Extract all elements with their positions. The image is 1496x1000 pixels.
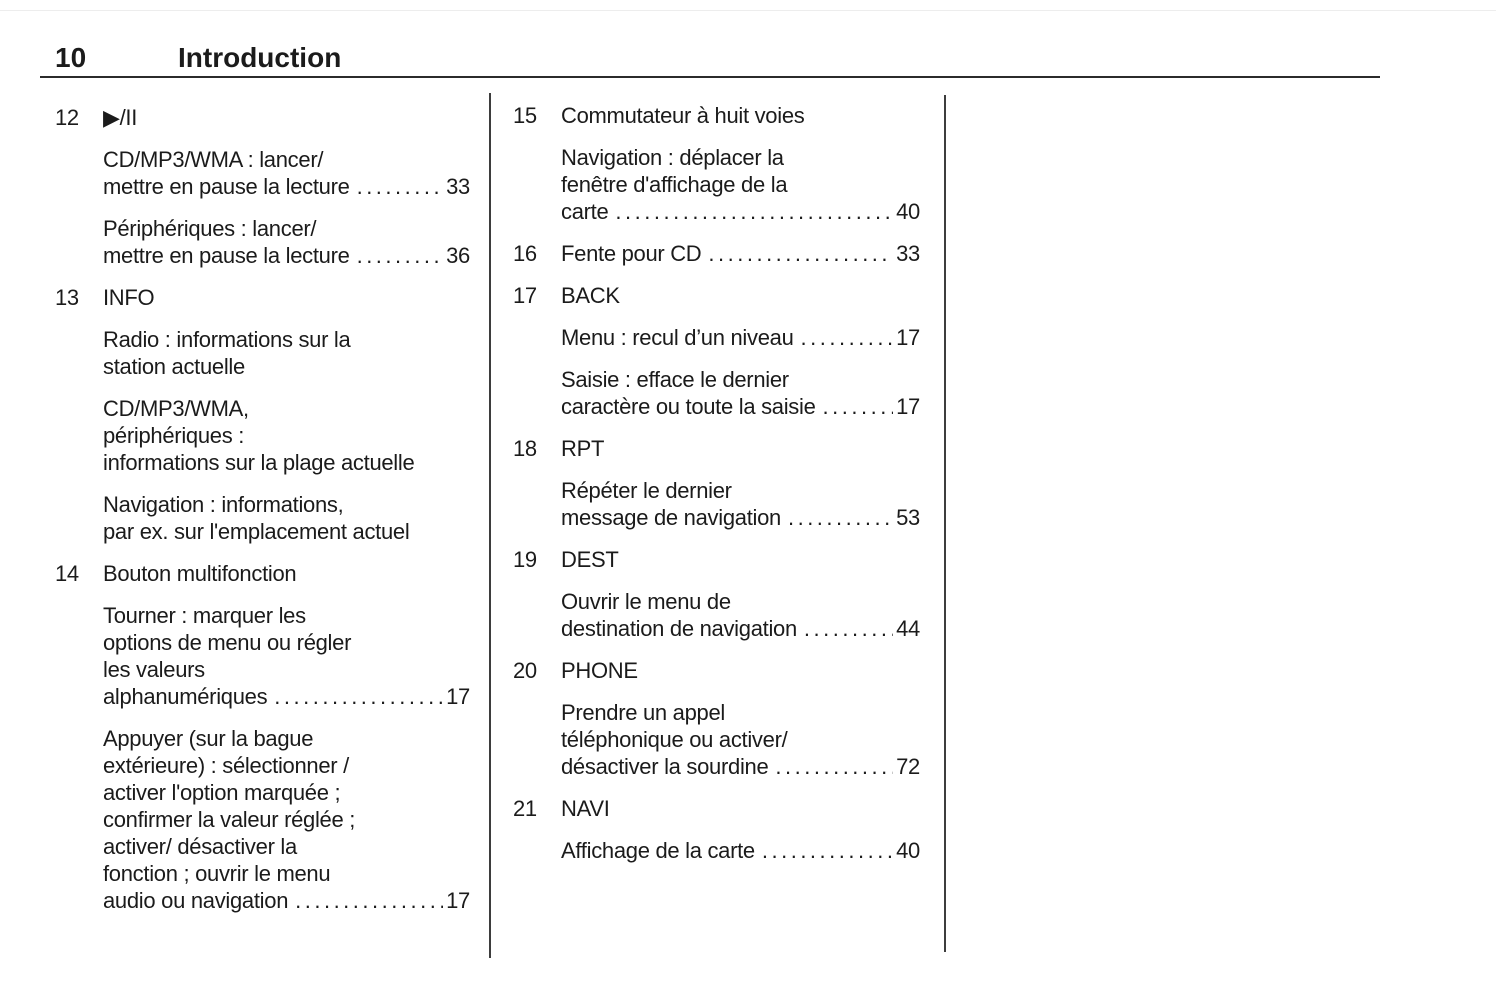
text-line bbox=[561, 615, 920, 642]
text: alphanumériques bbox=[103, 684, 268, 709]
item-title: DEST bbox=[561, 547, 619, 572]
list-item bbox=[513, 657, 920, 780]
item-title: NAVI bbox=[561, 796, 610, 821]
item-head bbox=[513, 546, 920, 573]
dot-leader bbox=[804, 615, 893, 642]
list-item bbox=[55, 104, 470, 269]
text-line bbox=[561, 753, 920, 780]
text-line: Prendre un appel bbox=[561, 700, 725, 725]
item-head bbox=[55, 284, 470, 311]
list-item bbox=[513, 546, 920, 642]
item-title: Commutateur à huit voies bbox=[561, 103, 805, 128]
dot-leader bbox=[788, 504, 893, 531]
paragraph bbox=[55, 395, 470, 476]
page-title: Introduction bbox=[178, 42, 342, 73]
page-reference: 36 bbox=[446, 243, 470, 268]
item-number: 19 bbox=[513, 547, 537, 572]
paragraph bbox=[55, 725, 470, 914]
text: Menu : recul d’un niveau bbox=[561, 325, 794, 350]
page-reference: 17 bbox=[896, 325, 920, 350]
page-reference: 17 bbox=[446, 684, 470, 709]
text-line bbox=[561, 504, 920, 531]
item-title: PHONE bbox=[561, 658, 638, 683]
item-number: 20 bbox=[513, 658, 537, 683]
item-number: 14 bbox=[55, 561, 79, 586]
paragraph bbox=[55, 602, 470, 710]
item-title: INFO bbox=[103, 285, 155, 310]
item-number: 15 bbox=[513, 103, 537, 128]
text: audio ou navigation bbox=[103, 888, 289, 913]
text: Affichage de la carte bbox=[561, 838, 755, 863]
paragraph bbox=[513, 366, 920, 420]
item-title: Bouton multifonction bbox=[103, 561, 297, 586]
right-column bbox=[513, 102, 920, 864]
item-number: 18 bbox=[513, 436, 537, 461]
text-line bbox=[103, 683, 470, 710]
text-line bbox=[561, 198, 920, 225]
page-reference: 33 bbox=[896, 241, 920, 266]
text-line bbox=[103, 242, 470, 269]
page-reference: 40 bbox=[896, 199, 920, 224]
item-number: 13 bbox=[55, 285, 79, 310]
text-line: activer l'option marquée ; bbox=[103, 780, 341, 805]
page-number: 10 bbox=[55, 42, 87, 73]
text-line: confirmer la valeur réglée ; bbox=[103, 807, 356, 832]
item-title: Fente pour CD bbox=[561, 241, 702, 266]
text-line bbox=[103, 173, 470, 200]
text-line: fonction ; ouvrir le menu bbox=[103, 861, 331, 886]
dot-leader bbox=[295, 887, 443, 914]
item-head bbox=[513, 240, 920, 267]
page-reference: 72 bbox=[896, 754, 920, 779]
dot-leader bbox=[357, 242, 444, 269]
item-head bbox=[55, 560, 470, 587]
text-line: CD/MP3/WMA, bbox=[103, 396, 249, 421]
page-reference: 17 bbox=[446, 888, 470, 913]
item-head bbox=[513, 282, 920, 309]
list-item bbox=[513, 795, 920, 864]
text: mettre en pause la lecture bbox=[103, 174, 350, 199]
text-line: station actuelle bbox=[103, 354, 245, 379]
text-line: CD/MP3/WMA : lancer/ bbox=[103, 147, 324, 172]
page-reference: 53 bbox=[896, 505, 920, 530]
item-head bbox=[513, 657, 920, 684]
list-item bbox=[513, 240, 920, 267]
paragraph bbox=[55, 491, 470, 545]
dot-leader bbox=[801, 324, 894, 351]
text-line: options de menu ou régler bbox=[103, 630, 352, 655]
list-item bbox=[55, 284, 470, 545]
list-item bbox=[55, 560, 470, 914]
text-line: informations sur la plage actuelle bbox=[103, 450, 415, 475]
text: mettre en pause la lecture bbox=[103, 243, 350, 268]
text-line: les valeurs bbox=[103, 657, 205, 682]
header-rule bbox=[40, 76, 1380, 78]
item-head bbox=[513, 795, 920, 822]
page-reference: 33 bbox=[446, 174, 470, 199]
text-line: Périphériques : lancer/ bbox=[103, 216, 317, 241]
scan-artifact-line bbox=[0, 10, 1496, 11]
left-column bbox=[55, 104, 470, 914]
page-reference: 40 bbox=[896, 838, 920, 863]
item-head bbox=[513, 102, 920, 129]
item-number: 16 bbox=[513, 241, 537, 266]
text-line: Navigation : déplacer la bbox=[561, 145, 784, 170]
paragraph bbox=[55, 215, 470, 269]
dot-leader bbox=[708, 240, 893, 267]
text-line bbox=[103, 887, 470, 914]
text-line bbox=[561, 837, 920, 864]
dot-leader bbox=[775, 753, 893, 780]
page-reference: 44 bbox=[896, 616, 920, 641]
text-line: Navigation : informations, bbox=[103, 492, 344, 517]
text: carte bbox=[561, 199, 609, 224]
column-divider bbox=[489, 93, 491, 958]
text-line: Répéter le dernier bbox=[561, 478, 732, 503]
column-divider bbox=[944, 95, 946, 952]
text: destination de navigation bbox=[561, 616, 797, 641]
item-title: RPT bbox=[561, 436, 605, 461]
item-number: 17 bbox=[513, 283, 537, 308]
text-line: activer/ désactiver la bbox=[103, 834, 297, 859]
item-title: BACK bbox=[561, 283, 620, 308]
text-line bbox=[561, 393, 920, 420]
list-item bbox=[513, 282, 920, 420]
paragraph bbox=[513, 324, 920, 351]
text-line bbox=[561, 324, 920, 351]
list-item bbox=[513, 102, 920, 225]
text-line: téléphonique ou activer/ bbox=[561, 727, 788, 752]
list-item bbox=[513, 435, 920, 531]
dot-leader bbox=[762, 837, 893, 864]
text-line: par ex. sur l'emplacement actuel bbox=[103, 519, 410, 544]
item-number: 21 bbox=[513, 796, 537, 821]
paragraph bbox=[513, 477, 920, 531]
paragraph bbox=[55, 326, 470, 380]
dot-leader bbox=[357, 173, 444, 200]
text-line: Radio : informations sur la bbox=[103, 327, 351, 352]
text-line: extérieure) : sélectionner / bbox=[103, 753, 349, 778]
text-line: Ouvrir le menu de bbox=[561, 589, 731, 614]
text-line: périphériques : bbox=[103, 423, 245, 448]
paragraph bbox=[55, 146, 470, 200]
dot-leader bbox=[274, 683, 443, 710]
text: message de navigation bbox=[561, 505, 781, 530]
text-line: Saisie : efface le dernier bbox=[561, 367, 789, 392]
text: caractère ou toute la saisie bbox=[561, 394, 816, 419]
play-pause-icon: ▶/II bbox=[103, 105, 138, 130]
paragraph bbox=[513, 144, 920, 225]
dot-leader bbox=[615, 198, 893, 225]
paragraph bbox=[513, 837, 920, 864]
item-number: 12 bbox=[55, 105, 79, 130]
paragraph bbox=[513, 699, 920, 780]
dot-leader bbox=[823, 393, 894, 420]
item-head bbox=[513, 435, 920, 462]
item-head bbox=[55, 104, 470, 131]
text-line: Appuyer (sur la bague bbox=[103, 726, 314, 751]
page-reference: 17 bbox=[896, 394, 920, 419]
text: désactiver la sourdine bbox=[561, 754, 769, 779]
text-line: Tourner : marquer les bbox=[103, 603, 306, 628]
text-line: fenêtre d'affichage de la bbox=[561, 172, 788, 197]
paragraph bbox=[513, 588, 920, 642]
